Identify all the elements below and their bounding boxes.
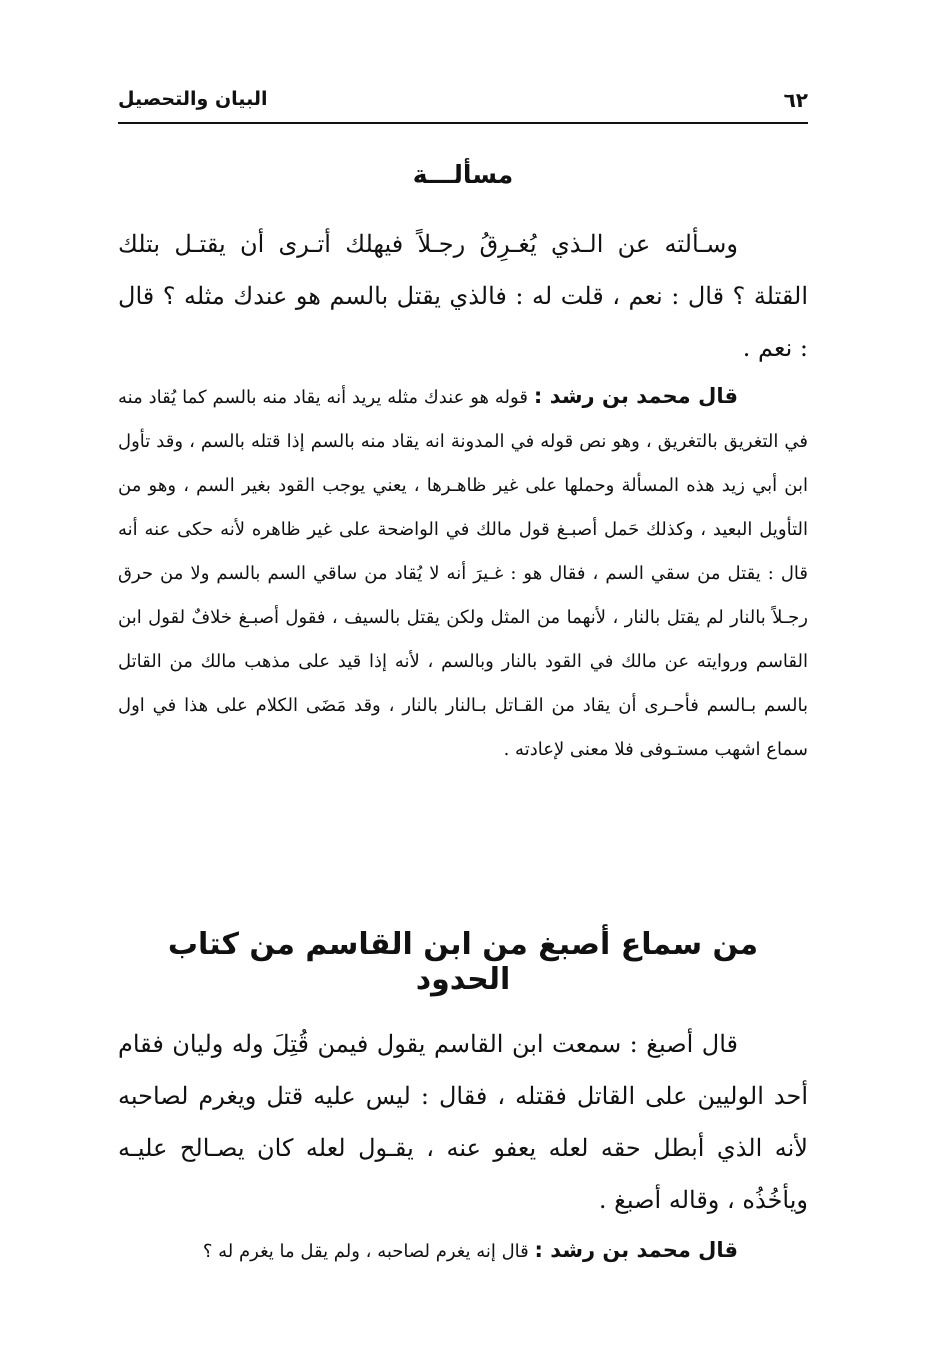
page-number: ٦٢ <box>783 88 808 112</box>
question-paragraph-asbagh: قال أصبغ : سمعت ابن القاسم يقول فيمن قُتِلَ وله وليان فقام أحد الوليين على القاتل فقتله ، فقال : ليس عليه قتل ويغرم لصاحبه لأنه الذي أبطل حقه لعله يعفو عنه ، يقـول لعله كان يصـالح عليـه ويأخُذُه ، وقاله أصبغ . <box>118 1030 808 1214</box>
commentary-paragraph-asbagh <box>118 1228 808 1274</box>
commentary-speaker: قال محمد بن رشد : <box>534 1238 738 1262</box>
running-title: البيان والتحصيل <box>118 88 268 110</box>
commentary-text: قال إنه يغرم لصاحبه ، ولم يقل ما يغرم له ؟ <box>202 1241 529 1262</box>
section-title-hudud: من سماع أصبغ من ابن القاسم من كتاب الحدود <box>167 927 759 997</box>
commentary-speaker: قال محمد بن رشد : <box>533 384 738 408</box>
commentary-paragraph <box>118 374 808 772</box>
page-header <box>118 84 808 124</box>
question-paragraph: وسـألته عن الـذي يُغـرِقُ رجـلاً فيهلك أتـرى أن يقتـل بتلك القتلة ؟ قال : نعم ، قلت له : فالذي يقتل بالسم هو عندك مثله ؟ قال : نعم . <box>118 230 808 362</box>
commentary-text: قوله هو عندك مثله يريد أنه يقاد منه بالسم كما يُقاد منه في التغريق بالتغريق ، وهو نص قوله في المدونة انه يقاد منه بالسم إذا قتله بالسم ، وقد تأول ابن أبي زيد هذه المسألة وحملها على غير ظاهـرها ، يعني يوجب القود بغير السم ، وهو من التأويل البعيد ، وكذلك حَمل أصبـغ قول مالك في الواضحة على غير ظاهره لأنه حكى عنه أنه قال : يقتل من سقي السم ، فقال هو : غـيرَ أنه لا يُقاد من ساقي السم بالسم ولا من حرق رجـلاً بالنار لم يقتل بالنار ، لأنهما من المثل ولكن يقتل بالسيف ، فقول أصبـغ خلافٌ لقول ابن القاسم وروايته عن مالك في القود بالنار وبالسم ، لأنه إذا قيد على مذهب مالك من القاتل بالسم بـالسم فأحـرى أن يقاد من القـاتل بـالنار بالنار ، وقد مَضَى الكلام على هذا في اول سماع اشهب مستـوفى فلا معنى لإعادته . <box>118 387 808 760</box>
section-title-masala: مسألـــة <box>412 160 514 189</box>
